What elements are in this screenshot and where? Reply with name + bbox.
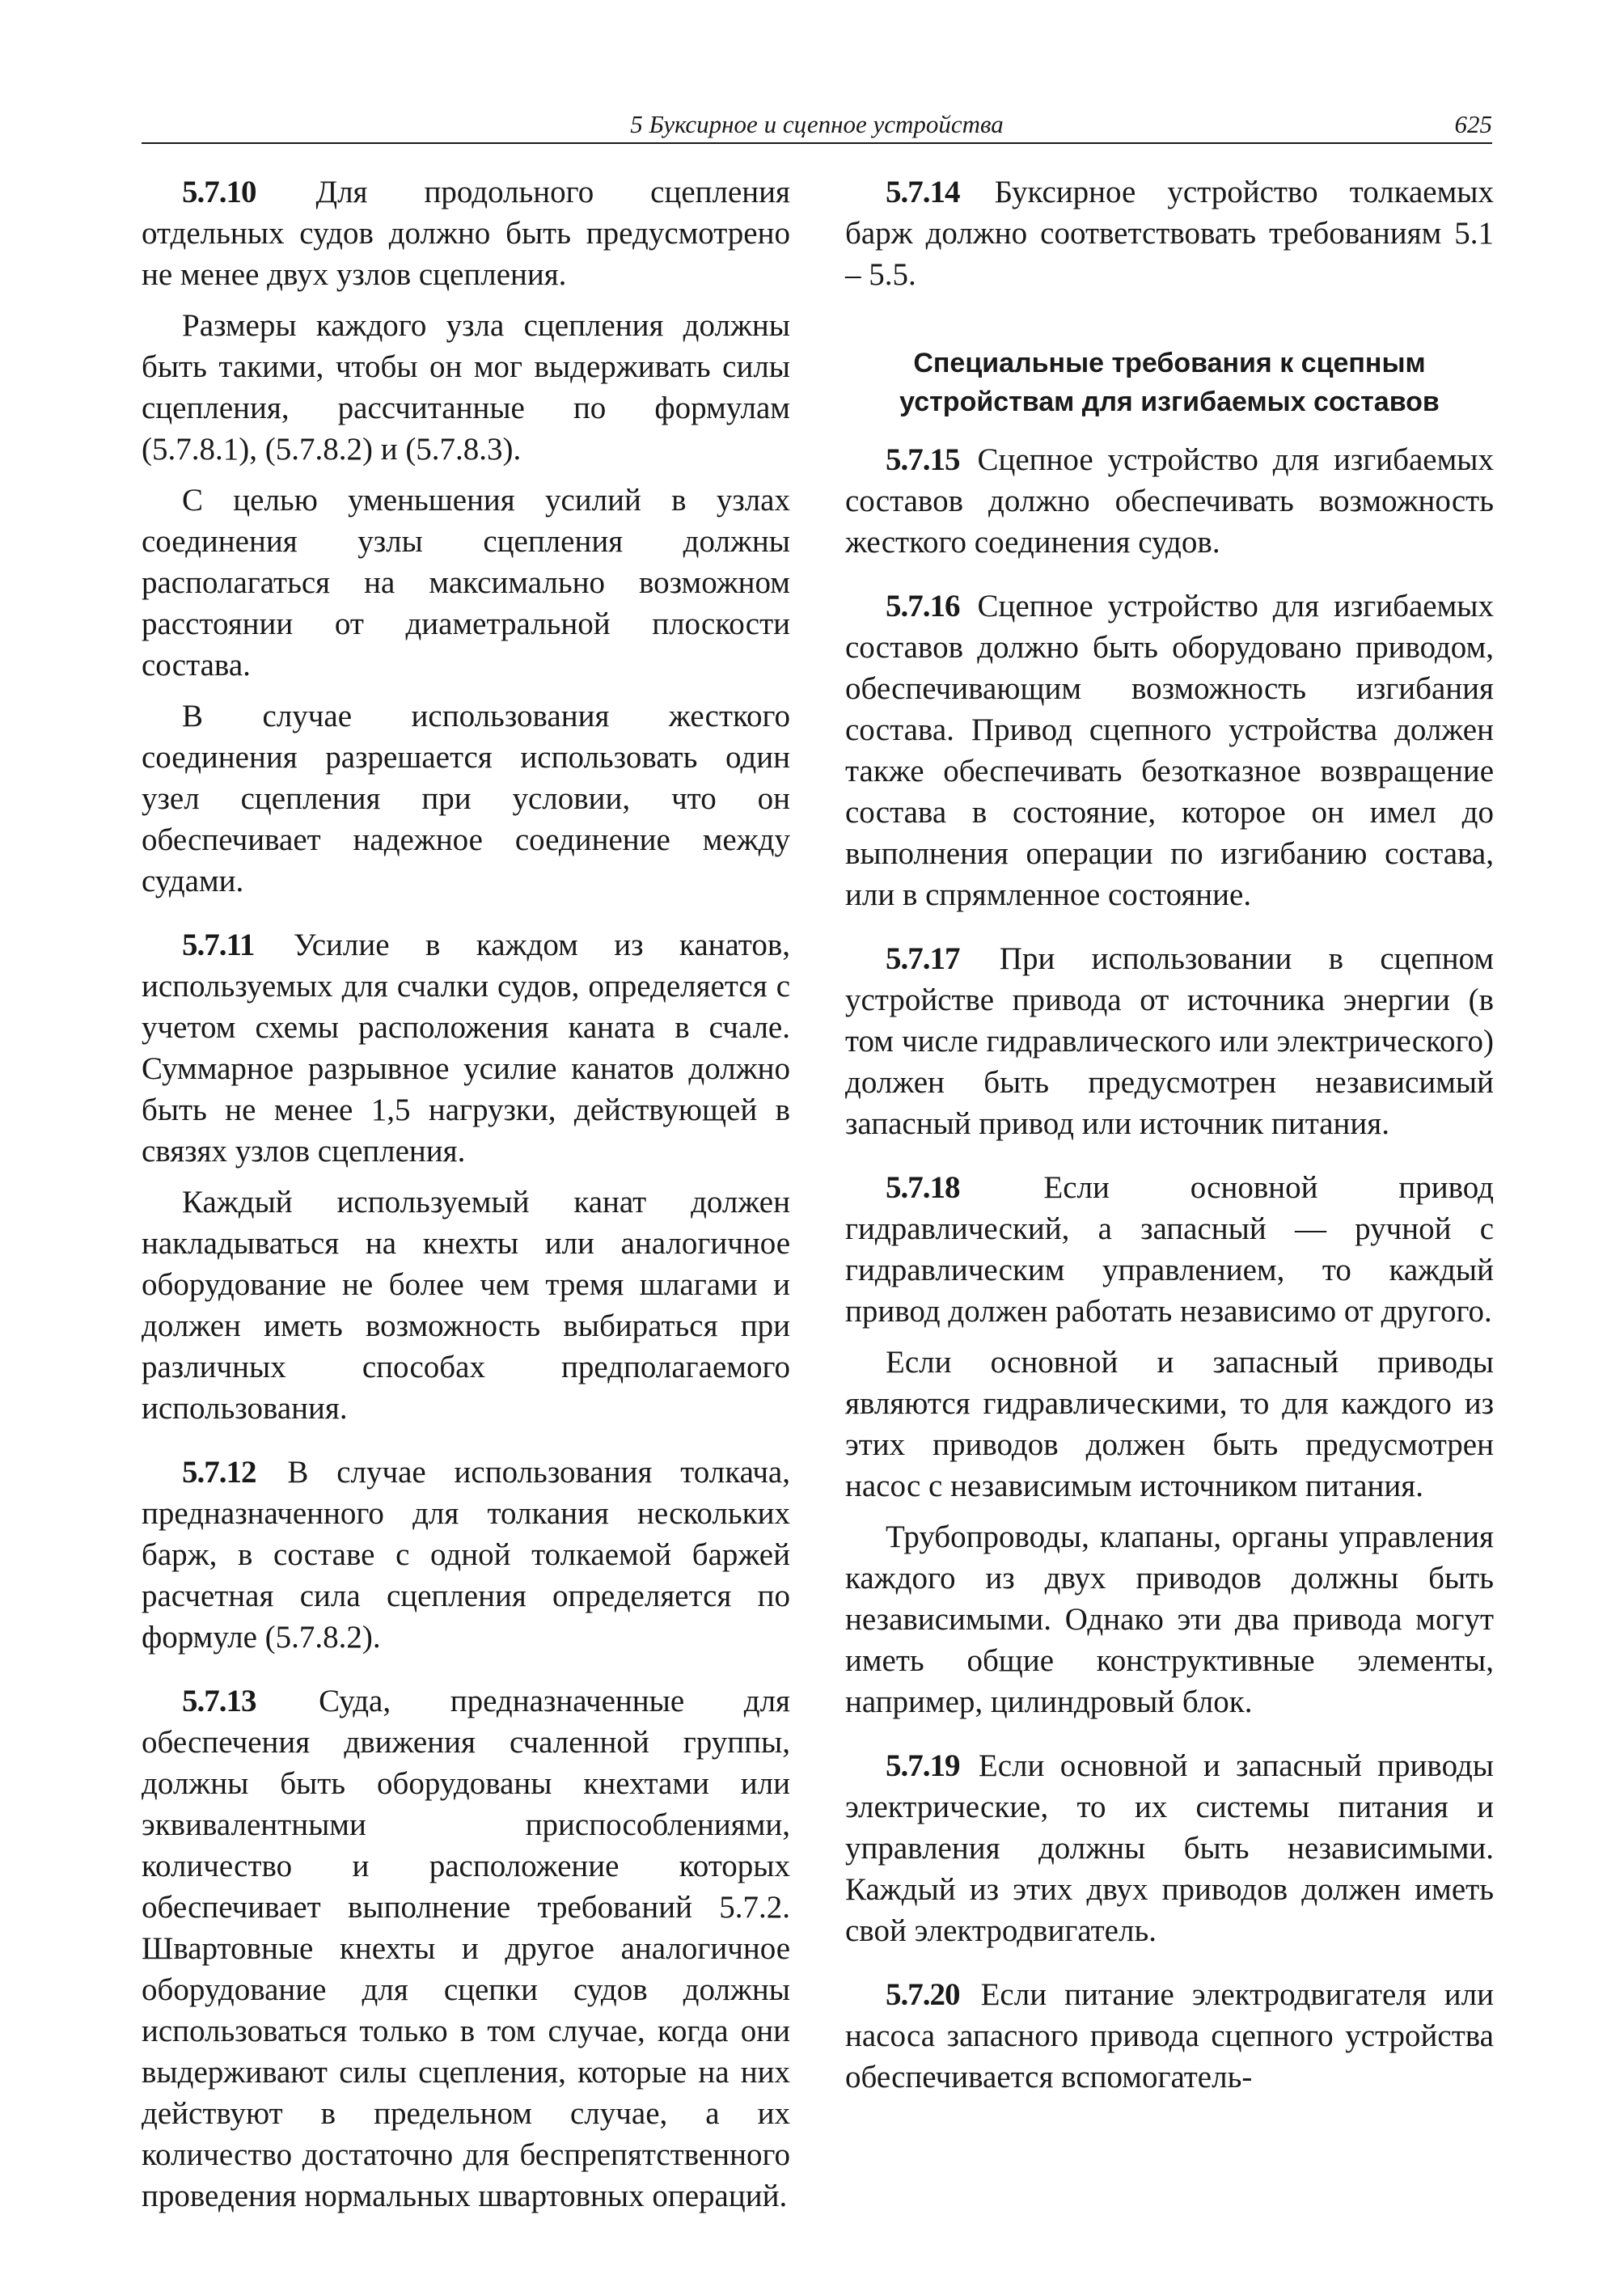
paragraph-text: Сцепное устройство для изгибаемых составов должно быть оборудовано приводом, обеспечивающим возможность изгибания состава. Привод сцепного устройства должен также обеспечивать безотказное возвращение состава в состояние, которое он имел до выполнения операции по изгибанию состава, или в спрямленное состояние.	[845, 589, 1494, 912]
running-header-title: 5 Буксирное и сцепное устройства	[630, 110, 1004, 138]
clause-number: 5.7.12	[182, 1455, 256, 1490]
clause-number: 5.7.13	[182, 1684, 256, 1718]
paragraph-5-7-13	[142, 1680, 790, 2217]
paragraph-5-7-16	[845, 585, 1494, 915]
paragraph	[142, 305, 790, 470]
paragraph	[845, 1516, 1494, 1722]
clause-number: 5.7.11	[182, 928, 255, 962]
paragraph-text: Если основной привод гидравлический, а запасный — ручной с гидравлическим управлением, то каждый привод должен работать независимо от другого.	[845, 1170, 1494, 1329]
right-column	[845, 171, 1494, 2098]
paragraph-text: В случае использования толкача, предназначенного для толкания нескольких барж, в составе с одной толкаемой баржей расчетная сила сцепления определяется по формуле (5.7.8.2).	[142, 1455, 790, 1655]
clause-number: 5.7.17	[886, 941, 960, 976]
paragraph-text: Если питание электродвигателя или насоса запасного привода сцепного устройства обеспечивается вспомогатель-	[845, 1977, 1495, 2094]
paragraph-5-7-10	[142, 171, 790, 295]
clause-number: 5.7.15	[886, 442, 960, 477]
paragraph-text: Для продольного сцепления отдельных судов должно быть предусмотрено не менее двух узлов сцепления.	[142, 175, 790, 292]
paragraph-5-7-17	[845, 938, 1494, 1144]
left-column	[142, 171, 790, 2217]
paragraph-5-7-19	[845, 1745, 1494, 1951]
paragraph-text: Каждый используемый канат должен накладываться на кнехты или аналогичное оборудование не более чем тремя шлагами и должен иметь возможность выбираться при различных способах предполагаемого использования.	[142, 1185, 790, 1426]
paragraph-text: Буксирное устройство толкаемых барж должно соответствовать требованиям 5.1 – 5.5.	[845, 175, 1495, 292]
section-heading: Специальные требования к сцепным устройствам для изгибаемых составов	[899, 348, 1440, 417]
running-header	[142, 108, 1492, 144]
paragraph-5-7-20	[845, 1974, 1494, 2098]
clause-number: 5.7.18	[886, 1170, 960, 1205]
page-number: 625	[1454, 110, 1492, 138]
paragraph-text: Если основной и запасный приводы являются гидравлическими, то для каждого из этих приводов должен быть предусмотрен насос с независимым источником питания.	[845, 1345, 1494, 1503]
paragraph-5-7-12	[142, 1452, 790, 1658]
paragraph	[142, 1181, 790, 1429]
clause-number: 5.7.14	[886, 175, 960, 209]
clause-number: 5.7.10	[182, 175, 256, 209]
paragraph-5-7-18	[845, 1167, 1494, 1332]
paragraph-5-7-11	[142, 924, 790, 1172]
paragraph-text: В случае использования жесткого соединения разрешается использовать один узел сцепления при условии, что он обеспечивает надежное соединение между судами.	[142, 699, 790, 898]
clause-number: 5.7.19	[886, 1748, 960, 1783]
paragraph-text: При использовании в сцепном устройстве привода от источника энергии (в том числе гидравлического или электрического) должен быть предусмотрен независимый запасный привод или источник питания.	[845, 941, 1494, 1141]
paragraph-text: Если основной и запасный приводы электрические, то их системы питания и управления должны быть независимыми. Каждый из этих двух приводов должен иметь свой электродвигатель.	[845, 1748, 1494, 1948]
paragraph-5-7-14	[845, 171, 1494, 295]
paragraph	[142, 695, 790, 902]
paragraph-5-7-15	[845, 439, 1494, 563]
paragraph-text: С целью уменьшения усилий в узлах соединения узлы сцепления должны располагаться на максимально возможном расстоянии от диаметральной плоскости состава.	[142, 483, 790, 683]
paragraph-text: Сцепное устройство для изгибаемых составов должно обеспечивать возможность жесткого соединения судов.	[845, 442, 1494, 560]
paragraph	[142, 480, 790, 686]
paragraph-text: Суда, предназначенные для обеспечения движения счаленной группы, должны быть оборудованы кнехтами или эквивалентными приспособлениями, количество и расположение которых обеспечивает выполнение требований 5.7.2. Швартовные кнехты и другое аналогичное оборудование для сцепки судов должны использоваться только в том случае, когда они выдерживают силы сцепления, которые на них действуют в предельном случае, а их количество достаточно для беспрепятственного проведения нормальных швартовных операций.	[142, 1684, 790, 2213]
clause-number: 5.7.20	[886, 1977, 960, 2012]
clause-number: 5.7.16	[886, 589, 960, 623]
paragraph	[845, 1342, 1494, 1507]
paragraph-text: Усилие в каждом из канатов, используемых для счалки судов, определяется с учетом схемы расположения каната в счале. Суммарное разрывное усилие канатов должно быть не менее 1,5 нагрузки, действующей в связях узлов сцепления.	[142, 928, 790, 1169]
paragraph-text: Размеры каждого узла сцепления должны быть такими, чтобы он мог выдерживать силы сцепления, рассчитанные по формулам (5.7.8.1), (5.7.8.2) и (5.7.8.3).	[142, 308, 790, 467]
paragraph-text: Трубопроводы, клапаны, органы управления каждого из двух приводов должны быть независимыми. Однако эти два привода могут иметь общие конструктивные элементы, например, цилиндровый блок.	[845, 1520, 1494, 1719]
